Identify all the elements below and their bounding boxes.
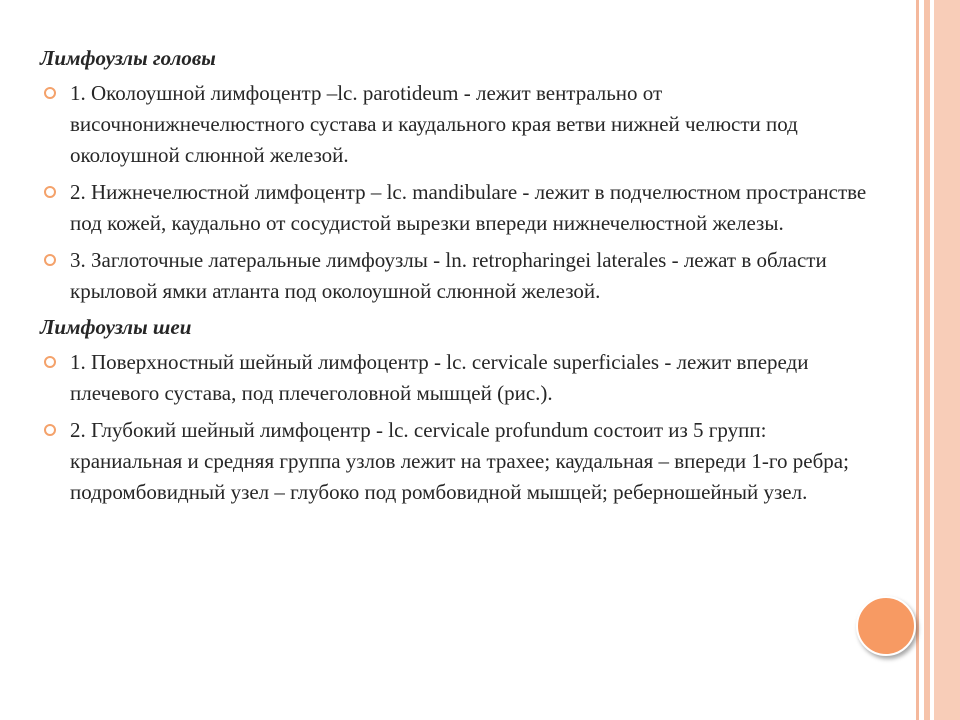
bullet-circle-icon: [44, 424, 56, 436]
list-item: [40, 415, 870, 508]
list-item-text: 1. Околоушной лимфоцентр –lc. parotideum - лежит вентрально от височнонижнечелюстного сустава и каудального края ветви нижней челюсти под околоушной слюнной железой.: [70, 81, 798, 167]
section-heading-head: Лимфоузлы головы: [40, 46, 216, 70]
bullet-circle-icon: [44, 186, 56, 198]
list-item-text: 2. Нижнечелюстной лимфоцентр – lc. mandibulare - лежит в подчелюстном пространстве под кожей, каудально от сосудистой вырезки впереди нижнечелюстной железы.: [70, 180, 867, 235]
list-item-text: 2. Глубокий шейный лимфоцентр - lc. cervicale profundum состоит из 5 групп: краниальная и средняя группа узлов лежит на трахее; каудальная – впереди 1-го ребра; подромбовидный узел – глубоко под ромбовидной мышцей; реберношейный узел.: [70, 418, 849, 504]
list-item: [40, 347, 870, 409]
border-stripe-wide: [934, 0, 960, 720]
list-item-text: 1. Поверхностный шейный лимфоцентр - lc. cervicale superficiales - лежит впереди плечевого сустава, под плечеголовной мышцей (рис.).: [70, 350, 809, 405]
bullet-circle-icon: [44, 356, 56, 368]
list-item-text: 3. Заглоточные латеральные лимфоузлы - ln. retropharingei laterales - лежат в области крыловой ямки атланта под околоушной слюнной железой.: [70, 248, 827, 303]
section-heading-neck: Лимфоузлы шеи: [40, 315, 192, 339]
bullet-circle-icon: [44, 87, 56, 99]
list-item: [40, 78, 870, 171]
slide-content: [40, 44, 870, 514]
decorative-right-border: [912, 0, 960, 720]
decorative-circle: [856, 596, 916, 656]
bullet-circle-icon: [44, 254, 56, 266]
list-item: [40, 177, 870, 239]
list-item: [40, 245, 870, 307]
